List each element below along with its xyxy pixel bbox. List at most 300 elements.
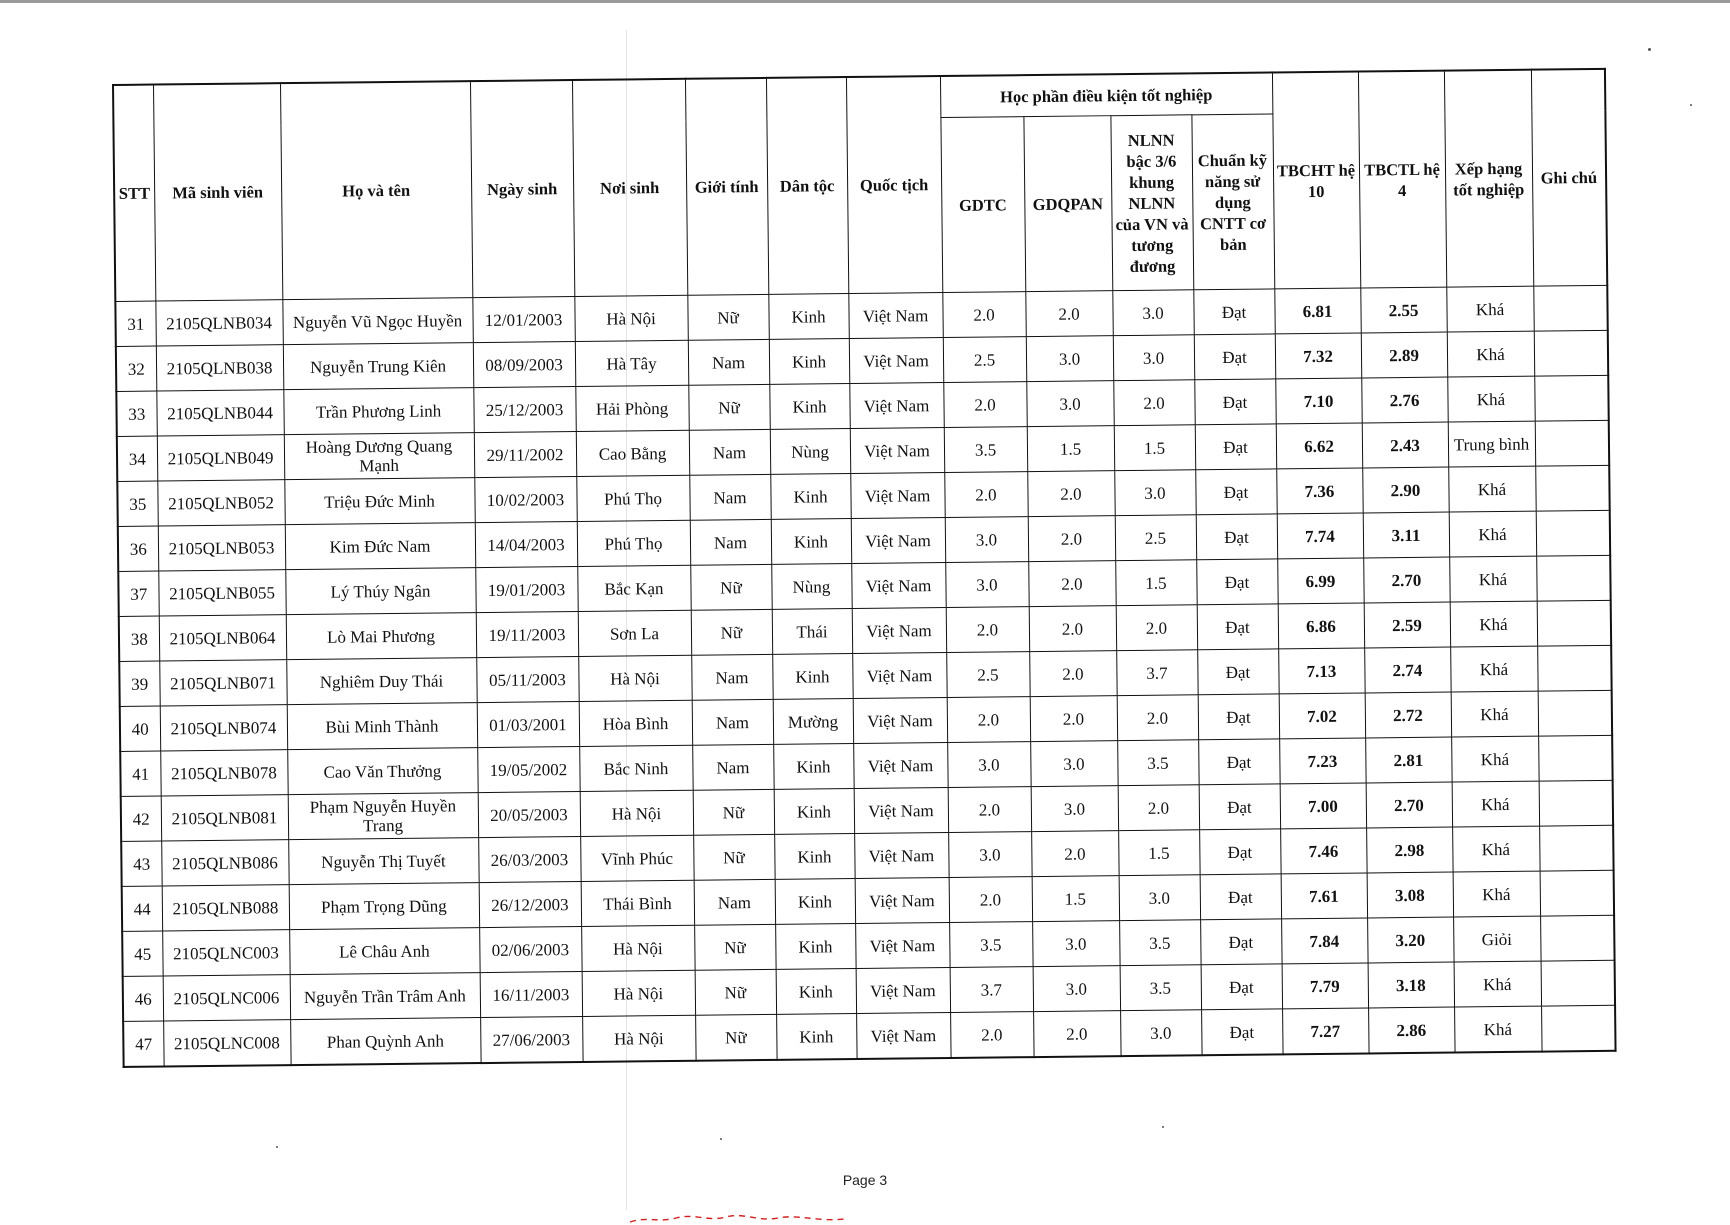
cell-rank: Trung bình (1448, 421, 1535, 467)
cell-nlnn: 2.0 (1118, 785, 1199, 831)
cell-gender: Nam (691, 654, 772, 700)
cell-student-id: 2105QLNB081 (161, 795, 288, 841)
cell-nlnn: 1.5 (1114, 425, 1195, 471)
cell-stt: 40 (120, 706, 160, 751)
col-header-ethnicity: Dân tộc (766, 77, 848, 294)
col-header-birthplace: Nơi sinh (572, 79, 687, 297)
cell-cntt: Đạt (1196, 514, 1277, 560)
cell-nationality: Việt Nam (856, 967, 950, 1013)
cell-gender: Nữ (693, 789, 774, 835)
cell-nationality: Việt Nam (853, 743, 947, 789)
cell-gdqpan: 3.0 (1030, 741, 1117, 787)
cell-gdtc: 3.0 (948, 832, 1031, 878)
cell-rank: Khá (1447, 376, 1534, 422)
cell-gender: Nam (688, 339, 769, 385)
cell-tbctl: 3.08 (1367, 872, 1453, 918)
cell-stt: 46 (123, 976, 163, 1021)
cell-ethnicity: Thái (772, 609, 852, 655)
cell-birthplace: Bắc Kạn (577, 565, 690, 611)
cell-stt: 45 (122, 931, 162, 976)
cell-rank: Khá (1448, 466, 1535, 512)
cell-cntt: Đạt (1194, 334, 1275, 380)
cell-gdqpan: 3.0 (1031, 786, 1118, 832)
cell-tbctl: 3.18 (1368, 962, 1454, 1008)
cell-gdtc: 2.5 (943, 337, 1026, 383)
cell-nlnn: 3.0 (1113, 335, 1194, 381)
cell-birthplace: Hòa Bình (579, 700, 692, 746)
cell-dob: 19/11/2003 (476, 611, 578, 657)
cell-birthplace: Hà Tây (575, 340, 688, 386)
cell-cntt: Đạt (1193, 289, 1274, 335)
cell-stt: 36 (118, 526, 158, 571)
cell-tbcht: 6.62 (1276, 423, 1362, 469)
cell-gender: Nam (692, 699, 773, 745)
cell-full-name: Nguyễn Trung Kiên (283, 343, 473, 390)
cell-rank: Khá (1449, 556, 1536, 602)
cell-tbctl: 3.11 (1363, 512, 1449, 558)
cell-student-id: 2105QLNB088 (162, 885, 289, 931)
cell-note (1538, 735, 1612, 781)
cell-full-name: Nguyễn Thị Tuyết (288, 838, 478, 885)
cell-tbcht: 7.23 (1279, 738, 1365, 784)
cell-tbctl: 2.70 (1363, 557, 1449, 603)
cell-dob: 26/12/2003 (479, 881, 581, 927)
col-header-cntt: Chuẩn kỹ năng sử dụng CNTT cơ bản (1191, 114, 1274, 290)
cell-birthplace: Cao Bằng (576, 430, 689, 476)
cell-nlnn: 3.7 (1116, 650, 1197, 696)
cell-ethnicity: Kinh (769, 339, 849, 385)
cell-tbctl: 2.59 (1364, 602, 1450, 648)
cell-gdtc: 2.5 (946, 652, 1029, 698)
cell-note (1536, 510, 1610, 556)
cell-student-id: 2105QLNB064 (159, 615, 286, 661)
cell-note (1538, 690, 1612, 736)
col-header-tbctl: TBCTL hệ 4 (1358, 71, 1446, 288)
cell-tbcht: 7.27 (1282, 1008, 1368, 1054)
col-header-tbcht: TBCHT hệ 10 (1272, 72, 1360, 289)
cell-stt: 43 (121, 841, 161, 886)
cell-stt: 35 (117, 481, 157, 526)
cell-tbctl: 2.98 (1366, 827, 1452, 873)
cell-full-name: Lò Mai Phương (286, 613, 476, 660)
cell-full-name: Phạm Nguyễn Huyền Trang (288, 793, 478, 840)
cell-stt: 38 (119, 616, 159, 661)
cell-gdtc: 2.0 (943, 382, 1026, 428)
cell-nationality: Việt Nam (851, 518, 945, 564)
cell-rank: Khá (1451, 736, 1538, 782)
cell-ethnicity: Kinh (771, 519, 851, 565)
cell-nlnn: 2.0 (1113, 380, 1194, 426)
cell-note (1540, 870, 1614, 916)
col-header-nationality: Quốc tịch (846, 76, 942, 294)
cell-dob: 19/01/2003 (475, 566, 577, 612)
cell-nationality: Việt Nam (850, 428, 944, 474)
cell-dob: 26/03/2003 (478, 836, 580, 882)
cell-note (1535, 465, 1609, 511)
cell-ethnicity: Kinh (775, 879, 855, 925)
cell-gender: Nữ (694, 924, 775, 970)
cell-gdqpan: 3.0 (1026, 381, 1113, 427)
cell-gdtc: 3.0 (947, 742, 1030, 788)
cell-gender: Nữ (693, 834, 774, 880)
col-header-rank: Xếp hạng tốt nghiệp (1444, 70, 1533, 287)
cell-gdqpan: 2.0 (1031, 831, 1118, 877)
cell-note (1534, 330, 1608, 376)
cell-student-id: 2105QLNB055 (158, 570, 285, 616)
cell-gdqpan: 2.0 (1029, 606, 1116, 652)
cell-full-name: Cao Văn Thưởng (287, 748, 477, 795)
cell-full-name: Trần Phương Linh (283, 388, 473, 435)
scan-speck (1690, 104, 1692, 106)
cell-full-name: Hoàng Dương Quang Mạnh (284, 433, 474, 480)
cell-tbcht: 6.86 (1278, 603, 1364, 649)
header-row-top (113, 69, 1605, 127)
cell-birthplace: Phú Thọ (576, 475, 689, 521)
cell-student-id: 2105QLNB071 (159, 660, 286, 706)
cell-gdtc: 2.0 (946, 607, 1029, 653)
cell-tbctl: 3.20 (1367, 917, 1453, 963)
cell-tbcht: 7.36 (1276, 468, 1362, 514)
cell-note (1537, 645, 1611, 691)
cell-stt: 42 (121, 796, 161, 841)
col-header-graduation-requirements: Học phần điều kiện tốt nghiệp (940, 72, 1272, 117)
cell-gender: Nữ (695, 1014, 776, 1060)
cell-cntt: Đạt (1201, 1009, 1283, 1055)
cell-nationality: Việt Nam (849, 383, 943, 429)
cell-ethnicity: Kinh (773, 744, 853, 790)
cell-ethnicity: Kinh (776, 969, 856, 1015)
cell-tbcht: 7.00 (1280, 783, 1366, 829)
cell-cntt: Đạt (1200, 919, 1281, 965)
col-header-note: Ghi chú (1531, 69, 1607, 286)
cell-full-name: Triệu Đức Minh (284, 478, 474, 525)
cell-rank: Khá (1454, 1006, 1541, 1052)
cell-full-name: Bùi Minh Thành (287, 703, 477, 750)
cell-ethnicity: Mường (773, 699, 853, 745)
cell-birthplace: Thái Bình (581, 880, 694, 926)
cell-gdtc: 2.0 (950, 1012, 1033, 1058)
scan-speck (276, 1146, 278, 1148)
cell-gender: Nữ (687, 294, 768, 340)
cell-gdtc: 2.0 (947, 697, 1030, 743)
cell-tbctl: 2.81 (1365, 737, 1451, 783)
cell-tbcht: 7.74 (1277, 513, 1363, 559)
cell-tbctl: 2.70 (1366, 782, 1452, 828)
cell-gdqpan: 3.0 (1026, 336, 1113, 382)
cell-nationality: Việt Nam (852, 608, 946, 654)
cell-tbctl: 2.43 (1362, 422, 1448, 468)
cell-stt: 32 (116, 346, 156, 391)
cell-nationality: Việt Nam (852, 653, 946, 699)
cell-nlnn: 3.5 (1117, 740, 1198, 786)
cell-note (1535, 420, 1609, 466)
cell-dob: 19/05/2002 (477, 746, 579, 792)
col-header-full-name: Họ và tên (280, 81, 472, 300)
cell-nlnn: 2.0 (1117, 695, 1198, 741)
cell-student-id: 2105QLNB086 (161, 840, 288, 886)
cell-dob: 20/05/2003 (478, 791, 580, 837)
cell-full-name: Lý Thúy Ngân (285, 568, 475, 615)
cell-tbctl: 2.74 (1364, 647, 1450, 693)
cell-dob: 27/06/2003 (480, 1016, 582, 1063)
cell-nationality: Việt Nam (855, 922, 949, 968)
cell-birthplace: Phú Thọ (577, 520, 690, 566)
cell-dob: 05/11/2003 (476, 656, 578, 702)
cell-student-id: 2105QLNC006 (163, 975, 290, 1021)
cell-birthplace: Bắc Ninh (579, 745, 692, 791)
cell-birthplace: Hà Nội (581, 925, 694, 971)
cell-gdqpan: 2.0 (1028, 561, 1115, 607)
cell-stt: 31 (115, 301, 155, 346)
cell-note (1533, 285, 1607, 331)
cell-stt: 37 (118, 571, 158, 616)
cell-ethnicity: Kinh (776, 1014, 856, 1060)
cell-gdtc: 2.0 (942, 292, 1025, 338)
cell-full-name: Phan Quỳnh Anh (290, 1018, 480, 1066)
page-number: Page 3 (842, 1172, 888, 1188)
cell-gender: Nữ (691, 609, 772, 655)
cell-birthplace: Vĩnh Phúc (580, 835, 693, 881)
cell-gdtc: 3.7 (950, 967, 1033, 1013)
cell-birthplace: Hà Nội (580, 790, 693, 836)
cell-rank: Khá (1447, 331, 1534, 377)
document-sheet (112, 68, 1617, 1068)
cell-full-name: Phạm Trọng Dũng (289, 883, 479, 930)
cell-note (1541, 1005, 1615, 1051)
cell-student-id: 2105QLNB034 (155, 300, 282, 346)
cell-student-id: 2105QLNC003 (162, 930, 289, 976)
cell-full-name: Nghiêm Duy Thái (286, 658, 476, 705)
cell-ethnicity: Kinh (769, 384, 849, 430)
cell-nlnn: 2.5 (1115, 515, 1196, 561)
cell-nationality: Việt Nam (853, 698, 947, 744)
cell-nationality: Việt Nam (854, 832, 948, 878)
cell-ethnicity: Nùng (770, 429, 850, 475)
cell-birthplace: Hải Phòng (575, 385, 688, 431)
cell-note (1534, 375, 1608, 421)
cell-rank: Khá (1453, 871, 1540, 917)
cell-rank: Khá (1450, 646, 1537, 692)
cell-nationality: Việt Nam (854, 787, 948, 833)
cell-tbcht: 7.32 (1275, 333, 1361, 379)
cell-rank: Giỏi (1453, 916, 1540, 962)
cell-gdqpan: 1.5 (1027, 426, 1114, 472)
cell-gender: Nam (692, 744, 773, 790)
cell-cntt: Đạt (1201, 964, 1282, 1010)
scan-speck (1648, 48, 1651, 51)
cell-tbcht: 6.81 (1274, 288, 1360, 334)
cell-gender: Nữ (690, 564, 771, 610)
cell-dob: 01/03/2001 (477, 701, 579, 747)
cell-gender: Nam (694, 879, 775, 925)
cell-stt: 47 (123, 1021, 163, 1067)
cell-full-name: Lê Châu Anh (289, 928, 479, 975)
cell-gender: Nam (689, 429, 770, 475)
col-header-stt: STT (113, 85, 155, 302)
cell-tbctl: 2.86 (1368, 1007, 1454, 1053)
cell-stt: 39 (119, 661, 159, 706)
cell-dob: 16/11/2003 (480, 971, 582, 1017)
cell-cntt: Đạt (1196, 559, 1277, 605)
cell-gdqpan: 2.0 (1028, 516, 1115, 562)
cell-birthplace: Sơn La (578, 610, 691, 656)
table-header (113, 69, 1607, 302)
cell-gdqpan: 3.0 (1032, 921, 1119, 967)
cell-gdqpan: 2.0 (1029, 651, 1116, 697)
cell-dob: 14/04/2003 (475, 521, 577, 567)
cell-birthplace: Hà Nội (578, 655, 691, 701)
cell-stt: 34 (117, 436, 157, 481)
col-header-dob: Ngày sinh (470, 80, 574, 298)
cell-nationality: Việt Nam (848, 293, 942, 339)
cell-gdqpan: 2.0 (1030, 696, 1117, 742)
cell-birthplace: Hà Nội (574, 295, 687, 341)
cell-note (1539, 780, 1613, 826)
cell-stt: 33 (116, 391, 156, 436)
cell-nlnn: 1.5 (1118, 830, 1199, 876)
cell-ethnicity: Nùng (771, 564, 851, 610)
cell-nationality: Việt Nam (851, 563, 945, 609)
cell-note (1537, 600, 1611, 646)
cell-nlnn: 1.5 (1115, 560, 1196, 606)
cell-gender: Nam (690, 519, 771, 565)
cell-cntt: Đạt (1197, 649, 1278, 695)
cell-student-id: 2105QLNB049 (157, 435, 284, 481)
col-header-gender: Giới tính (685, 78, 768, 295)
cell-dob: 25/12/2003 (473, 387, 575, 433)
cell-note (1540, 915, 1614, 961)
cell-cntt: Đạt (1198, 694, 1279, 740)
cell-rank: Khá (1454, 961, 1541, 1007)
cell-gdtc: 2.0 (944, 472, 1027, 518)
cell-cntt: Đạt (1195, 424, 1276, 470)
cell-tbcht: 6.99 (1277, 558, 1363, 604)
col-header-gdqpan: GDQPAN (1023, 116, 1112, 292)
cell-nlnn: 3.0 (1112, 290, 1193, 336)
cell-dob: 29/11/2002 (474, 432, 576, 478)
cell-ethnicity: Kinh (770, 474, 850, 520)
cell-stt: 44 (122, 886, 162, 931)
scan-top-edge (0, 0, 1730, 3)
cell-tbcht: 7.13 (1278, 648, 1364, 694)
cell-student-id: 2105QLNB078 (160, 750, 287, 796)
red-handwriting-mark (628, 1214, 848, 1224)
cell-note (1536, 555, 1610, 601)
cell-nlnn: 3.5 (1120, 965, 1201, 1011)
cell-tbcht: 7.02 (1279, 693, 1365, 739)
cell-gdtc: 2.0 (948, 787, 1031, 833)
cell-cntt: Đạt (1197, 604, 1278, 650)
cell-full-name: Nguyễn Vũ Ngọc Huyền (282, 298, 472, 345)
cell-ethnicity: Kinh (774, 789, 854, 835)
cell-tbcht: 7.61 (1281, 873, 1367, 919)
cell-dob: 10/02/2003 (474, 476, 576, 522)
cell-cntt: Đạt (1200, 874, 1281, 920)
cell-gdqpan: 2.0 (1027, 471, 1114, 517)
cell-dob: 08/09/2003 (473, 342, 575, 388)
cell-student-id: 2105QLNB053 (158, 525, 285, 571)
cell-note (1539, 825, 1613, 871)
cell-nationality: Việt Nam (855, 877, 949, 923)
cell-tbctl: 2.90 (1362, 467, 1448, 513)
cell-rank: Khá (1451, 691, 1538, 737)
cell-full-name: Kim Đức Nam (285, 523, 475, 570)
table-body (115, 285, 1615, 1067)
cell-tbctl: 2.72 (1365, 692, 1451, 738)
cell-gdtc: 3.5 (944, 427, 1027, 473)
cell-tbctl: 2.89 (1361, 332, 1447, 378)
cell-student-id: 2105QLNB044 (156, 390, 283, 436)
cell-gdtc: 3.0 (945, 517, 1028, 563)
cell-gender: Nam (689, 474, 770, 520)
cell-nlnn: 3.0 (1114, 470, 1195, 516)
scan-speck (720, 1138, 722, 1140)
cell-rank: Khá (1450, 601, 1537, 647)
cell-full-name: Nguyễn Trần Trâm Anh (290, 973, 480, 1020)
col-header-student-id: Mã sinh viên (153, 83, 282, 301)
cell-gdtc: 3.5 (949, 922, 1032, 968)
cell-student-id: 2105QLNB052 (157, 480, 284, 526)
cell-cntt: Đạt (1199, 784, 1280, 830)
cell-rank: Khá (1446, 286, 1533, 332)
cell-gender: Nữ (695, 969, 776, 1015)
cell-tbcht: 7.10 (1275, 378, 1361, 424)
graduation-results-table (112, 68, 1617, 1068)
cell-nlnn: 3.0 (1119, 875, 1200, 921)
cell-ethnicity: Kinh (772, 654, 852, 700)
col-header-nlnn: NLNN bậc 3/6 khung NLNN của VN và tương đương (1110, 115, 1193, 291)
cell-student-id: 2105QLNB038 (156, 345, 283, 391)
cell-tbctl: 2.55 (1360, 287, 1446, 333)
cell-tbctl: 2.76 (1361, 377, 1447, 423)
cell-cntt: Đạt (1199, 829, 1280, 875)
cell-birthplace: Hà Nội (582, 1015, 695, 1062)
cell-nationality: Việt Nam (850, 473, 944, 519)
cell-cntt: Đạt (1198, 739, 1279, 785)
cell-tbcht: 7.79 (1282, 963, 1368, 1009)
cell-tbcht: 7.46 (1280, 828, 1366, 874)
cell-student-id: 2105QLNC008 (163, 1020, 290, 1067)
cell-birthplace: Hà Nội (582, 970, 695, 1016)
cell-cntt: Đạt (1194, 379, 1275, 425)
cell-dob: 02/06/2003 (479, 926, 581, 972)
cell-nlnn: 3.5 (1119, 920, 1200, 966)
cell-stt: 41 (120, 751, 160, 796)
cell-nationality: Việt Nam (856, 1012, 950, 1059)
cell-gender: Nữ (688, 384, 769, 430)
cell-ethnicity: Kinh (768, 294, 848, 340)
cell-gdqpan: 1.5 (1032, 876, 1119, 922)
cell-gdqpan: 2.0 (1033, 1011, 1120, 1057)
cell-rank: Khá (1449, 511, 1536, 557)
scan-speck (1162, 1126, 1164, 1128)
cell-nlnn: 2.0 (1116, 605, 1197, 651)
cell-rank: Khá (1452, 826, 1539, 872)
cell-ethnicity: Kinh (774, 834, 854, 880)
cell-rank: Khá (1452, 781, 1539, 827)
cell-note (1541, 960, 1615, 1006)
cell-cntt: Đạt (1195, 469, 1276, 515)
cell-dob: 12/01/2003 (472, 297, 574, 343)
cell-tbcht: 7.84 (1281, 918, 1367, 964)
col-header-gdtc: GDTC (940, 117, 1025, 293)
cell-gdtc: 3.0 (945, 562, 1028, 608)
cell-nlnn: 3.0 (1120, 1010, 1201, 1056)
cell-nationality: Việt Nam (849, 338, 943, 384)
cell-gdtc: 2.0 (949, 877, 1032, 923)
cell-gdqpan: 2.0 (1025, 291, 1112, 337)
cell-ethnicity: Kinh (775, 924, 855, 970)
